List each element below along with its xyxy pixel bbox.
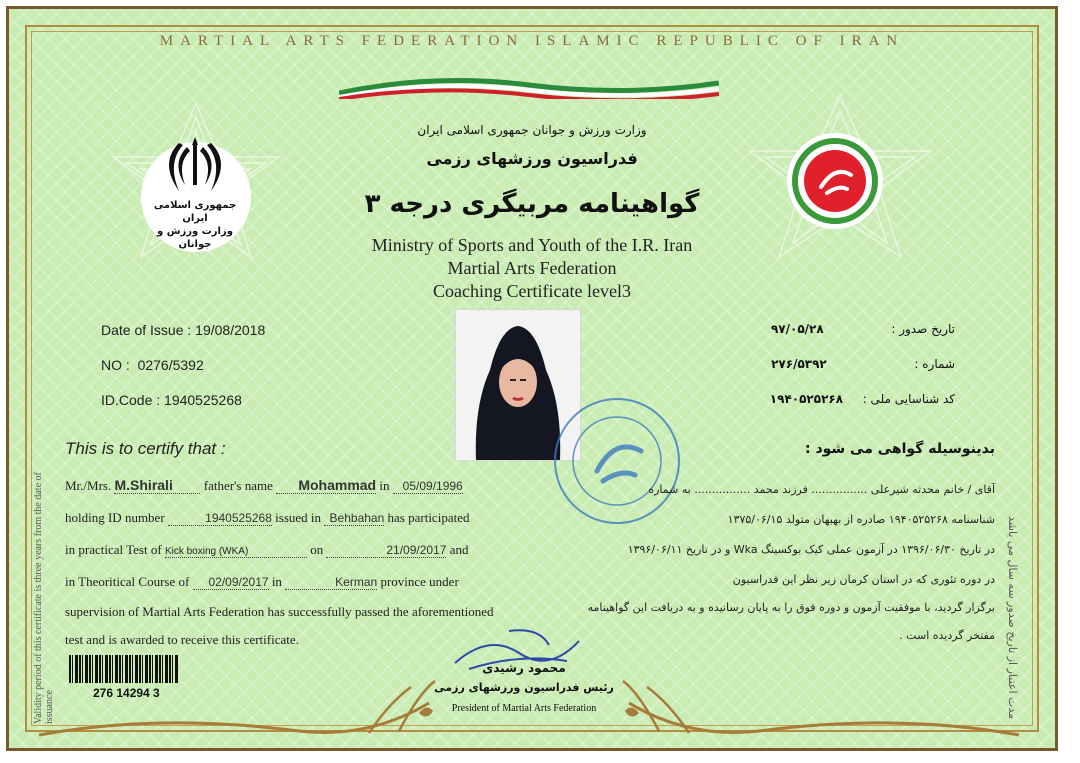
- body-fa-line4: در دوره تئوری که در استان کرمان زیر نظر این فدراسیون: [732, 573, 995, 586]
- text-participated: has participated: [387, 510, 470, 525]
- text-issued-in: issued in: [275, 510, 322, 525]
- text-province-under: province under: [380, 574, 459, 589]
- no-label-fa: شماره :: [914, 357, 955, 371]
- number-fa: [771, 357, 955, 371]
- date-label-fa: تاریخ صدور :: [891, 322, 955, 336]
- signatory-title-en: President of Martial Arts Federation: [451, 703, 597, 714]
- holder-name: M.Shirali: [114, 477, 200, 494]
- text-in-2: in: [271, 574, 282, 589]
- text-in: in: [379, 478, 390, 493]
- title-en-federation: Martial Arts Federation: [447, 258, 617, 278]
- id-label-fa: کد شناسایی ملی :: [862, 392, 955, 406]
- text-mr-mrs: Mr./Mrs.: [65, 478, 112, 493]
- id-code: [101, 392, 242, 408]
- course-province: Kerman: [285, 575, 377, 590]
- id-code-fa: [770, 392, 955, 406]
- date-of-issue: [101, 322, 265, 338]
- course-date: 02/09/2017: [193, 575, 269, 590]
- body-en-line1: [65, 477, 505, 494]
- text-and: and: [449, 542, 469, 557]
- id-label: ID.Code :: [101, 392, 161, 408]
- body-fa-line1: آقای / خانم محدثه شیرعلی ................ فرزند محمد ................ به شماره: [648, 483, 995, 496]
- left-emblem-line2: وزارت ورزش و جوانان: [157, 226, 233, 250]
- body-fa-line3: در تاریخ ۱۳۹۶/۰۶/۳۰ در آزمون عملی کیک بوکسینگ Wka و در تاریخ ۱۳۹۶/۰۶/۱۱: [627, 543, 995, 556]
- id-value-fa: ۱۹۴۰۵۲۵۲۶۸: [769, 392, 844, 406]
- test-date: 21/09/2017: [326, 543, 446, 558]
- date-value: 19/08/2018: [195, 322, 266, 338]
- holder-id-number: 1940525268: [168, 511, 272, 526]
- validity-note-en: Validity period of this certificate is three years from the date of issuance: [33, 472, 55, 724]
- certify-en: This is to certify that :: [65, 439, 226, 458]
- left-emblem-line1: جمهوری اسلامی ایران: [153, 200, 237, 224]
- body-en-line2: [65, 510, 505, 526]
- body-en-line3: [65, 542, 505, 558]
- father-name: Mohammad: [276, 477, 376, 494]
- body-fa-line5: برگزار گردید، با موفقیت آزمون و دوره فوق را به پایان رسانیده و به دریافت این گواهینامه: [587, 601, 995, 614]
- certificate: [6, 6, 1058, 751]
- text-father: father's name: [203, 478, 273, 493]
- flag-ribbon-icon: [339, 71, 719, 99]
- barcode-number: 276 14294 3: [93, 686, 160, 700]
- right-ornament-icon: [609, 673, 1029, 743]
- birth-date: 05/09/1996: [393, 479, 463, 494]
- issue-city: Behbahan: [324, 511, 384, 526]
- date-value-fa: ۹۷/۰۵/۲۸: [770, 322, 824, 336]
- date-of-issue-fa: [771, 322, 955, 336]
- official-stamp-icon: [549, 393, 685, 529]
- signatory-name-fa: محمود رشیدی: [482, 661, 566, 675]
- validity-note-fa: مدت اعتبار از تاریخ صدور سه سال می باشد: [1006, 515, 1019, 719]
- text-on: on: [310, 542, 324, 557]
- certificate-number: [101, 357, 204, 373]
- body-fa-line6: مفتخر گردیده است .: [899, 629, 995, 642]
- body-fa-line2: شناسنامه ۱۹۴۰۵۲۵۲۶۸ صادره از بهبهان متولد ۱۳۷۵/۰۶/۱۵: [727, 513, 995, 526]
- test-name: Kick boxing (WKA): [165, 546, 307, 558]
- body-en-line4: [65, 574, 505, 590]
- title-en-certificate: Coaching Certificate level3: [433, 281, 631, 301]
- ministry-fa: وزارت ورزش و جوانان جمهوری اسلامی ایران: [417, 123, 647, 137]
- no-value-fa: ۲۷۶/۵۳۹۲: [771, 357, 827, 371]
- signatory-title-fa: رئیس فدراسیون ورزشهای رزمی: [434, 681, 614, 694]
- banner-text: MARTIAL ARTS FEDERATION ISLAMIC REPUBLIC OF IRAN: [159, 33, 905, 49]
- text-theoretical-course: in Theoritical Course of: [65, 574, 190, 589]
- body-en-line6: test and is awarded to receive this certificate.: [65, 632, 299, 647]
- text-holding-id: holding ID number: [65, 510, 165, 525]
- id-value: 1940525268: [164, 392, 242, 408]
- date-label: Date of Issue :: [101, 322, 192, 338]
- certificate-title-fa: گواهینامه مربیگری درجه ۳: [364, 189, 700, 219]
- text-practical-test: in practical Test of: [65, 542, 162, 557]
- certify-fa: بدینوسیله گواهی می شود :: [804, 441, 995, 457]
- left-ornament-icon: [39, 673, 439, 743]
- title-en-ministry: Ministry of Sports and Youth of the I.R. Iran: [371, 235, 693, 255]
- federation-fa: فدراسیون ورزشهای رزمی: [426, 149, 638, 168]
- no-label: NO :: [101, 357, 130, 373]
- body-en-line5: supervision of Martial Arts Federation has successfully passed the aforementioned: [65, 604, 494, 619]
- no-value: 0276/5392: [137, 357, 204, 373]
